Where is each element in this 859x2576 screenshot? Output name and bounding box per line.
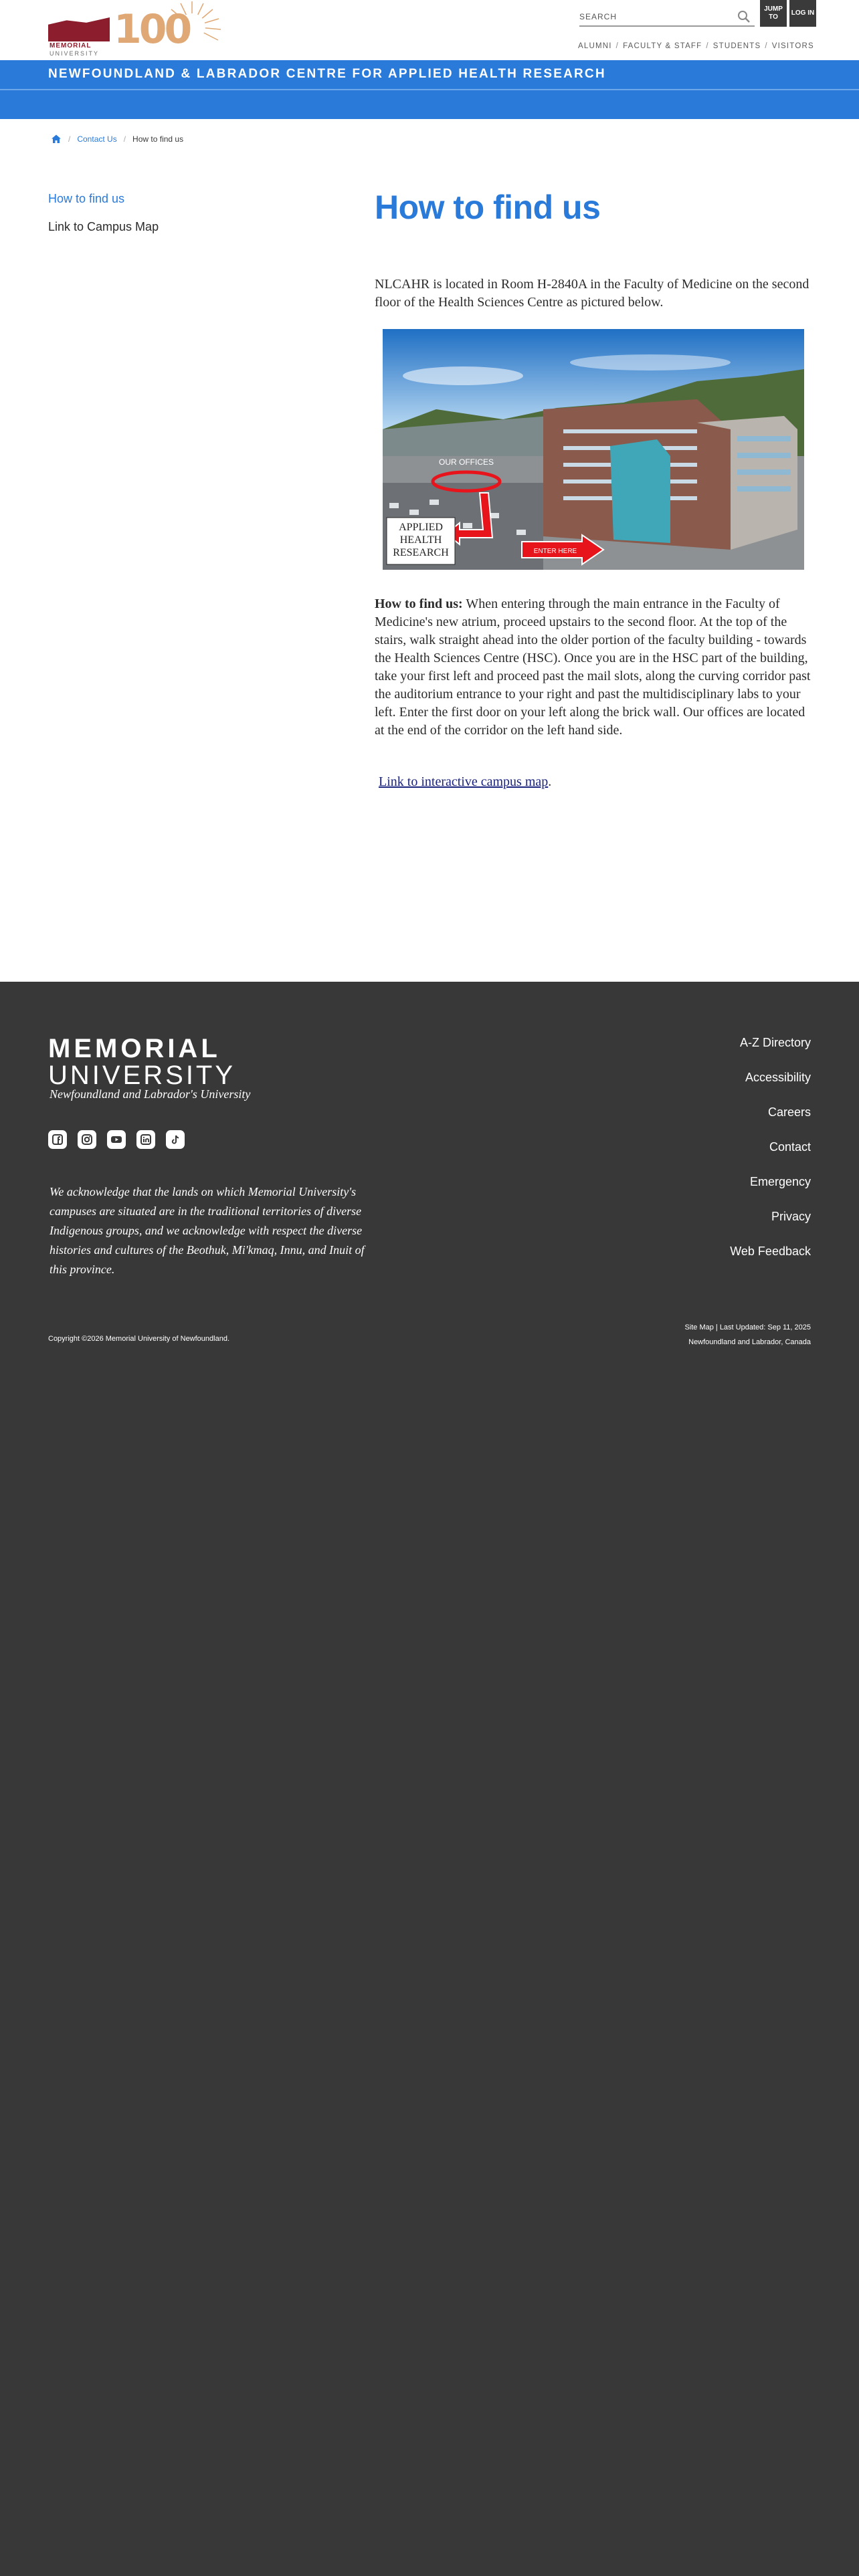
main-content [375, 187, 811, 789]
log-in-button[interactable]: LOG IN [789, 0, 816, 27]
footer-link-accessibility[interactable]: Accessibility [745, 1071, 811, 1084]
logo-word-university: UNIVERSITY [50, 50, 100, 57]
campus-map-link-suffix: . [548, 774, 552, 789]
photo-sign-line-1: APPLIED [399, 522, 443, 533]
search-icon[interactable] [737, 10, 751, 23]
building-photo-illustration [383, 329, 804, 570]
photo-sign-line-2: HEALTH [399, 534, 442, 546]
land-acknowledgement: We acknowledge that the lands on which Memorial University's campuses are situated are in the traditional territories of diverse Indigenous groups, and we acknowledge with respect the diverse histories and cultures of the Beothuk, Mi'kmaq, Innu, and Inuit of this province. [50, 1185, 365, 1276]
banner-divider [0, 89, 859, 90]
search-input[interactable] [579, 11, 727, 23]
breadcrumb-separator: / [123, 134, 126, 144]
facebook-icon[interactable] [48, 1130, 67, 1149]
footer-link-privacy[interactable]: Privacy [771, 1210, 811, 1223]
page-title: How to find us [375, 189, 601, 226]
section-nav-how-to-find-us[interactable]: How to find us [48, 192, 125, 205]
footer-sitemap-updated[interactable]: Site Map | Last Updated: Sep 11, 2025 [684, 1323, 811, 1331]
nav-link-visitors[interactable]: VISITORS [771, 42, 814, 50]
mun-logo-mark [48, 15, 110, 55]
breadcrumb-separator: / [68, 134, 71, 144]
footer-link-emergency[interactable]: Emergency [749, 1175, 811, 1188]
footer-tagline: Newfoundland and Labrador's University [50, 1087, 251, 1101]
campus-map-link[interactable]: Link to interactive campus map [379, 774, 549, 789]
footer-copyright: Copyright ©2026 Memorial University of Newfoundland. [48, 1335, 230, 1343]
linkedin-icon[interactable] [136, 1130, 155, 1149]
search-box [579, 8, 755, 27]
footer-link-az-directory[interactable]: A-Z Directory [739, 1036, 811, 1049]
footer-links [730, 1035, 811, 1279]
section-nav [48, 191, 249, 247]
directions-lead: How to find us: [375, 597, 463, 611]
tiktok-icon[interactable] [166, 1130, 185, 1149]
social-links [48, 1130, 185, 1149]
nav-separator: / [765, 42, 768, 50]
directions-paragraph [375, 595, 811, 740]
section-nav-campus-map[interactable]: Link to Campus Map [48, 220, 159, 233]
photo-sign-line-3: RESEARCH [393, 547, 449, 558]
site-banner [0, 60, 859, 119]
footer-location: Newfoundland and Labrador, Canada [688, 1338, 811, 1346]
nav-separator: / [615, 42, 619, 50]
nav-separator: / [706, 42, 709, 50]
home-icon[interactable] [51, 134, 62, 144]
nav-link-faculty-staff[interactable]: FACULTY & STAFF [623, 42, 702, 50]
nav-link-alumni[interactable]: ALUMNI [578, 42, 612, 50]
footer-meta [684, 1320, 811, 1350]
photo-label-offices: OUR OFFICES [438, 457, 494, 467]
audience-nav [578, 42, 814, 53]
photo-label-enter: ENTER HERE [533, 548, 577, 555]
building-photo [383, 329, 804, 570]
logo-anniversary-100: 100 [114, 6, 190, 53]
breadcrumb [51, 132, 183, 146]
intro-paragraph: NLCAHR is located in Room H-2840A in the Faculty of Medicine on the second floor of the Health Sciences Centre as pictured below. [375, 277, 809, 310]
footer-logo-memorial[interactable]: MEMORIAL [48, 1034, 221, 1063]
breadcrumb-contact-us[interactable]: Contact Us [77, 134, 117, 144]
site-footer [0, 982, 859, 2576]
directions-body: When entering through the main entrance in the Faculty of Medicine's new atrium, proceed upstairs to the second floor. At the top of the stairs, walk straight ahead into the older portion of the faculty building - towards the Health Sciences Centre (HSC). Once you are in the HSC part of the building, take your first left and proceed past the mail slots, along the curving corridor past the auditorium entrance to your right and past the multidisciplinary labs to your left. Enter the first door on your left along the brick wall. Our offices are located at the end of the corridor on the left hand side. [375, 597, 811, 738]
footer-link-web-feedback[interactable]: Web Feedback [730, 1245, 811, 1258]
breadcrumb-current: How to find us [132, 134, 184, 144]
footer-link-contact[interactable]: Contact [769, 1140, 811, 1154]
site-title[interactable]: NEWFOUNDLAND & LABRADOR CENTRE FOR APPLIED HEALTH RESEARCH [48, 67, 606, 81]
jump-to-button[interactable]: JUMP TO [760, 0, 787, 27]
site-header [0, 0, 859, 60]
campus-map-link-line [379, 774, 551, 790]
mun-flag-shape [48, 17, 110, 41]
footer-logo-university[interactable]: UNIVERSITY [48, 1061, 236, 1090]
youtube-icon[interactable] [107, 1130, 126, 1149]
instagram-icon[interactable] [78, 1130, 96, 1149]
footer-link-careers[interactable]: Careers [767, 1105, 811, 1119]
logo-word-memorial: MEMORIAL [50, 42, 92, 49]
nav-link-students[interactable]: STUDENTS [712, 42, 761, 50]
university-logo[interactable] [48, 0, 222, 56]
